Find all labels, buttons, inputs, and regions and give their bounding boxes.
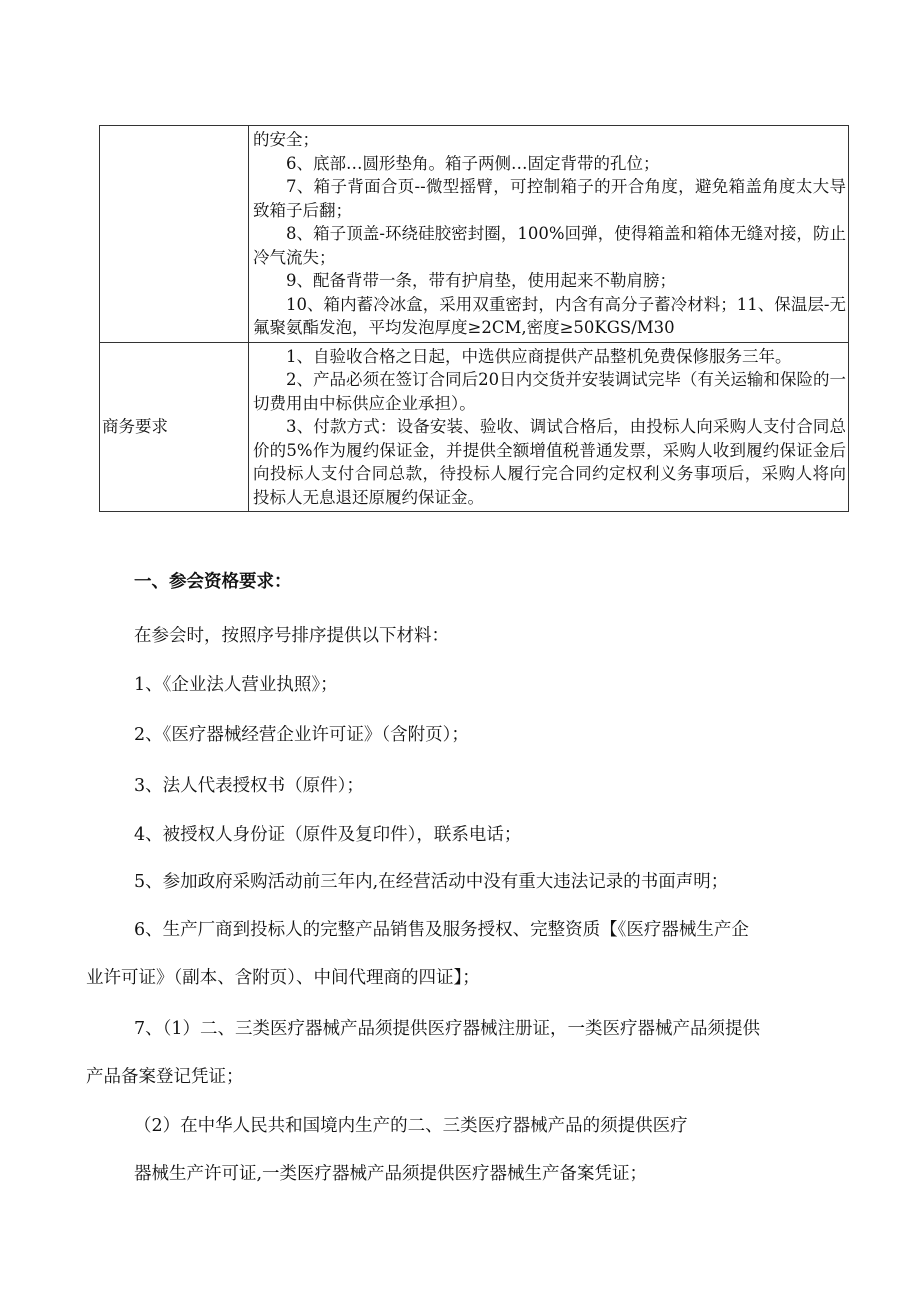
table-content-cell [249,342,849,512]
table-paragraph: 7、箱子背面合页--微型摇臂，可控制箱子的开合角度，避免箱盖角度太大导致箱子后翻； [253,177,846,220]
table-paragraph: 的安全； [253,130,319,149]
list-item: 5、参加政府采购活动前三年内,在经营活动中没有重大违法记录的书面声明； [134,872,729,892]
requirements-table [99,125,849,512]
table-paragraph: 10、箱内蓄冷冰盒，采用双重密封，内含有高分子蓄冷材料；11、保温层-无氟聚氨酯发泡，平均发泡厚度≥2CM,密度≥50KGS/M30 [253,294,846,337]
table-paragraph: 1、自验收合格之日起，中选供应商提供产品整机免费保修服务三年。 [286,346,792,366]
table-row [100,342,849,512]
list-item-continuation: 器械生产许可证,一类医疗器械产品须提供医疗器械生产备案凭证； [134,1164,648,1184]
list-item-continuation: 产品备案登记凭证； [86,1067,244,1087]
list-item: （2）在中华人民共和国境内生产的二、三类医疗器械产品的须提供医疗 [134,1116,688,1136]
section-intro: 在参会时，按照序号排序提供以下材料： [134,626,449,646]
list-item: 1、《企业法人营业执照》； [134,675,338,695]
list-item: 7、（1）二、三类医疗器械产品须提供医疗器械注册证，一类医疗器械产品须提供 [134,1019,761,1039]
business-requirements-label: 商务要求 [100,342,249,512]
table-row [100,126,849,343]
list-item: 4、被授权人身份证（原件及复印件），联系电话； [134,825,522,845]
list-item-continuation: 业许可证》（副本、含附页）、中间代理商的四证】； [86,968,480,988]
list-item: 6、生产厂商到投标人的完整产品销售及服务授权、完整资质【《医疗器械生产企 [134,920,749,940]
table-paragraph: 2、产品必须在签订合同后20日内交货并安装调试完毕（有关运输和保险的一切费用由中标供应企业承担）。 [253,370,846,413]
list-item: 3、法人代表授权书（原件）； [134,776,364,796]
table-paragraph: 6、底部…圆形垫角。箱子两侧…固定背带的孔位； [286,153,660,173]
table-paragraph: 3、付款方式：设备安装、验收、调试合格后，由投标人向采购人支付合同总价的5%作为履约保证金，并提供全额增值税普通发票，采购人收到履约保证金后向投标人支付合同总款，待投标人履行完合同约定权利义务事项后，采购人将向投标人无息退还原履约保证金。 [253,417,846,507]
section-heading: 一、参会资格要求： [134,572,292,592]
table-paragraph: 8、箱子顶盖-环绕硅胶密封圈，100%回弹，使得箱盖和箱体无缝对接，防止冷气流失； [253,224,846,267]
list-item: 2、《医疗器械经营企业许可证》（含附页）； [134,725,469,745]
table-content-cell [249,126,849,343]
table-label-cell [100,126,249,343]
table-paragraph: 9、配备背带一条，带有护肩垫，使用起来不勒肩膀； [286,271,676,290]
